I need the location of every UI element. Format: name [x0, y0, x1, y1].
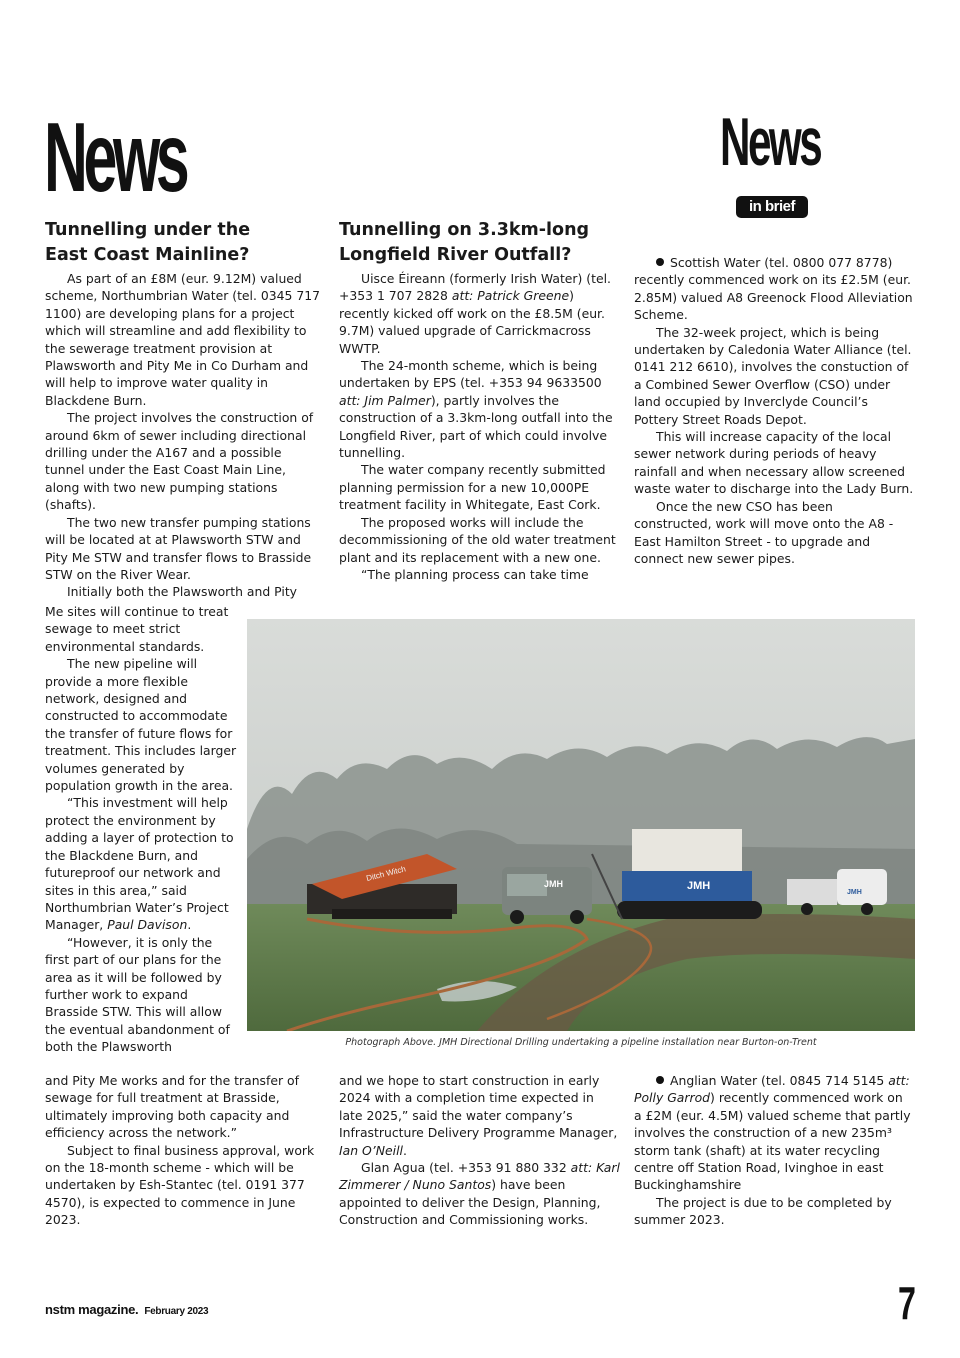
article2-contact: att: Patrick Greene: [451, 288, 570, 304]
article2-quote-person: Ian O’Neill: [339, 1142, 403, 1158]
article2-paragraph: [339, 270, 621, 357]
article1-headline-line1: Tunnelling under the: [45, 220, 251, 240]
van-label: JMH: [544, 879, 564, 889]
article2-contact: att: Jim Palmer: [339, 392, 431, 408]
article2-column-top: [339, 218, 621, 583]
issue-date: February 2023: [144, 1306, 209, 1317]
article1-column-bottom: [45, 1072, 323, 1229]
brief-paragraph: Once the new CSO has been constructed, work will move onto the A8 - East Hamilton Street - to upgrade and connect new sewer pipes.: [634, 498, 894, 566]
article2-quote-end: .: [402, 1142, 407, 1158]
article1-paragraph: Initially both the Plawsworth and Pity: [67, 584, 298, 600]
article1-headline: [45, 218, 323, 268]
bullet-icon: [656, 1076, 664, 1084]
brief-text: Scottish Water (tel. 0800 077 8778) recently commenced work on its £2.5M (eur. 2.85M) valued A8 Greenock Flood Alleviation Scheme.: [634, 255, 913, 323]
article2-paragraph: The proposed works will include the decommissioning of the old water treatment plant and its replacement with a new one.: [339, 514, 616, 565]
crawler-label: JMH: [687, 880, 711, 892]
site-photograph-illustration: [247, 619, 915, 1031]
brief-text: ) recently commenced work on a £2M (eur. 4.5M) valued scheme that partly involves the construction of a new 235m³ storm tank (shaft) at its water recycling centre off Station Road, Ivinghoe in east Buckinghamshire: [634, 1090, 911, 1193]
article2-text: Uisce Éireann (formerly Irish Water) (tel. +353 1 707 2828: [339, 271, 611, 304]
magazine-name: nstm magazine.: [45, 1302, 139, 1317]
article2-text: ) have been appointed to deliver the Design, Planning, Construction and Commissioning works.: [339, 1177, 601, 1228]
article2-text: ) recently kicked off work on the £8.5M (eur. 9.7M) valued upgrade of Carrickmacross WWTP.: [339, 288, 605, 356]
article1-headline-line2: East Coast Mainline?: [45, 245, 250, 265]
article2-headline: [339, 218, 621, 268]
article1-column-narrow: [45, 603, 238, 1056]
in-brief-badge: in brief: [736, 196, 808, 218]
bullet-icon: [656, 258, 664, 266]
article2-paragraph: “The planning process can take time: [361, 566, 589, 582]
masthead-news-in-brief: News: [720, 104, 821, 180]
brief-paragraph: This will increase capacity of the local sewer network during periods of heavy rainfall and when necessary allow screened waste water to discharge into the Lady Burn.: [634, 429, 914, 497]
article2-paragraph: [339, 357, 621, 461]
brief-paragraph: The 32-week project, which is being undertaken by Caledonia Water Alliance (tel. 0141 212 6610), involves the constuction of a Combined Sewer Overflow (CSO) under land occupied by Inverclyde Council’s Pottery Street Roads Depot.: [634, 324, 912, 427]
article1-paragraph: The two new transfer pumping stations will be located at at Plawsworth STW and Pity Me STW and transfer flows to Brasside STW on the River Wear.: [45, 514, 312, 582]
article2-contact: att: Karl Zimmerer / Nuno Santos: [339, 1160, 620, 1193]
article1-paragraph: Subject to final business approval, work on the 18-month scheme - which will be undertaken by Esh-Stantec (tel. 0191 377 4570), is expected to commence in June 2023.: [45, 1142, 315, 1228]
article1-paragraph: “However, it is only the first part of our plans for the area as it will be followed by further work to expand Brasside STW. This will allow the eventual abandonment of both the Plawsworth: [45, 934, 230, 1055]
brief-paragraph: The project is due to be completed by summer 2023.: [634, 1194, 892, 1228]
photo-caption: Photograph Above. JMH Directional Drilling undertaking a pipeline installation near Burton-on-Trent: [345, 1037, 817, 1048]
masthead-news: News: [44, 102, 186, 212]
page-number: 7: [898, 1277, 916, 1329]
article2-paragraph: [339, 1159, 621, 1229]
article1-quote: [45, 794, 238, 933]
article2-column-bottom: [339, 1072, 621, 1229]
brief-item-anglian-water: [634, 1072, 914, 1194]
rig-label: Ditch Witch: [365, 864, 407, 883]
article1-column-top: [45, 218, 323, 601]
footer-magazine: [45, 1302, 208, 1317]
brief-contact: att: Polly Garrod: [634, 1073, 910, 1106]
article1-paragraph: As part of an £8M (eur. 9.12M) valued scheme, Northumbrian Water (tel. 0345 717 1100) are developing plans for a project which will streamline and add flexibility to the sewerage treatment provision at Plawsworth and Pity Me in Co Durham and will help to improve water quality in Blackdene Burn.: [45, 271, 321, 408]
article1-quote-text: “This investment will help protect the environment by adding a layer of protection to the Blackdene Burn, and futureproof our network and sites in this area,” said Northumbrian Water’s Project Manager,: [45, 795, 234, 933]
brief-item-scottish-water: [634, 254, 914, 324]
site-photograph: [247, 619, 915, 1031]
brief-text: Anglian Water (tel. 0845 714 5145: [670, 1073, 885, 1088]
article1-quote-end: .: [187, 917, 192, 933]
article1-paragraph: The project involves the construction of around 6km of sewer including directional drilling under the A167 and a possible tunnel under the East Coast Main Line, along with two new pumping stations (shafts).: [45, 410, 314, 513]
article1-paragraph: The new pipeline will provide a more flexible network, designed and constructed to accommodate the transfer of future flows for treatment. This includes larger volumes generated by population growth in the area.: [45, 656, 237, 794]
article2-paragraph: The water company recently submitted planning permission for a new 10,000PE treatment facility in Whitegate, East Cork.: [339, 462, 606, 513]
article2-text: The 24-month scheme, which is being undertaken by EPS (tel. +353 94 9633500: [339, 358, 602, 391]
truck-label: JMH: [847, 889, 862, 896]
brief-column-top: [634, 254, 914, 567]
article1-paragraph: Me sites will continue to treat sewage to meet strict environmental standards.: [45, 604, 229, 654]
brief-column-bottom: [634, 1072, 914, 1229]
article2-headline-line1: Tunnelling on 3.3km-long: [339, 220, 590, 240]
article2-text: ), partly involves the construction of a 3.3km-long outfall into the Longfield River, part of which could involve tunnelling.: [339, 392, 613, 461]
article1-paragraph: and Pity Me works and for the transfer of sewage for full treatment at Brasside, ultimately improving both capacity and efficiency across the network.”: [45, 1073, 299, 1141]
article2-quote: [339, 1072, 621, 1159]
article2-quote-text: and we hope to start construction in early 2024 with a completion time expected in late 2025,” said the water company’s Infrastructure Delivery Programme Manager,: [339, 1073, 618, 1141]
article1-quote-person: Paul Davison: [107, 917, 188, 933]
article2-headline-line2: Longfield River Outfall?: [339, 245, 572, 265]
article2-text: Glan Agua (tel. +353 91 880 332: [361, 1160, 567, 1176]
